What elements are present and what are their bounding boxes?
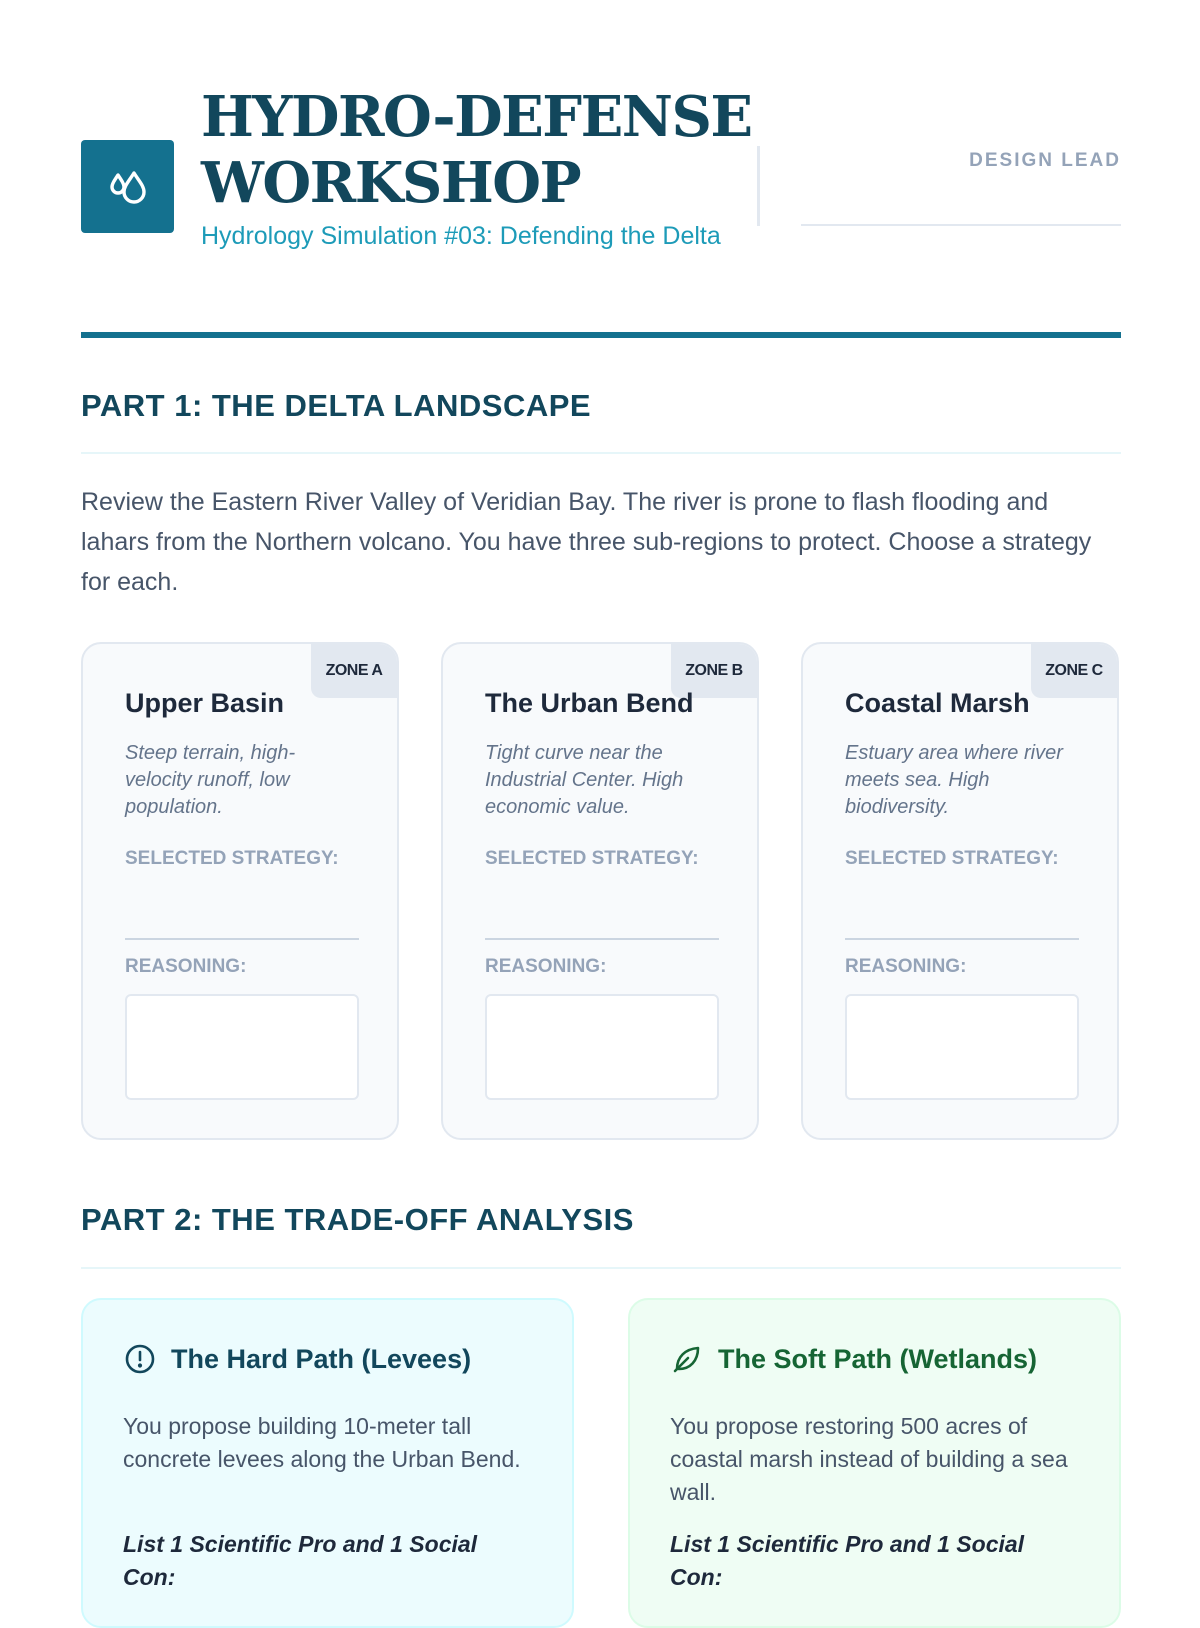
zone-description: Tight curve near the Industrial Center. High economic value. — [485, 742, 684, 818]
zone-title: The Urban Bend — [485, 688, 694, 718]
hard-path-card — [81, 1298, 574, 1628]
soft-path-header — [670, 1342, 1037, 1376]
zone-card-b — [441, 642, 759, 1140]
part1-rule — [81, 452, 1121, 454]
zone-badge: ZONE A — [311, 644, 397, 698]
page-title — [201, 84, 752, 216]
strategy-field[interactable] — [845, 938, 1079, 940]
hard-path-header — [123, 1342, 471, 1376]
zone-title: Coastal Marsh — [845, 688, 1030, 718]
part1-intro: Review the Eastern River Valley of Veridian Bay. The river is prone to flash flooding and lahars from the Northern volcano. You have three sub-regions to protect. Choose a strategy for each. — [81, 488, 1092, 596]
strategy-label: SELECTED STRATEGY: — [845, 848, 1059, 869]
strategy-field[interactable] — [125, 938, 359, 940]
part2-rule — [81, 1267, 1121, 1269]
strategy-label: SELECTED STRATEGY: — [485, 848, 699, 869]
zone-card-a — [81, 642, 399, 1140]
reasoning-label: REASONING: — [485, 956, 607, 977]
design-lead-name-field[interactable] — [801, 224, 1121, 226]
hard-path-title: The Hard Path (Levees) — [171, 1343, 472, 1374]
reasoning-box[interactable] — [125, 994, 359, 1100]
page-subtitle: Hydrology Simulation #03: Defending the Delta — [201, 222, 721, 250]
title-line-2: WORKSHOP — [201, 150, 581, 216]
zone-badge: ZONE B — [671, 644, 757, 698]
reasoning-label: REASONING: — [125, 956, 247, 977]
zone-description: Steep terrain, high-velocity runoff, low population. — [125, 742, 296, 818]
soft-path-description: You propose restoring 500 acres of coastal marsh instead of building a sea wall. — [670, 1413, 1068, 1505]
soft-path-title: The Soft Path (Wetlands) — [718, 1343, 1038, 1374]
leaf-icon — [670, 1342, 704, 1376]
part2-heading: PART 2: THE TRADE-OFF ANALYSIS — [81, 1202, 634, 1237]
soft-path-card — [628, 1298, 1121, 1628]
water-drops-icon — [81, 140, 174, 233]
title-line-1: HYDRO-DEFENSE — [201, 84, 752, 150]
zone-card-c — [801, 642, 1119, 1140]
part1-heading: PART 1: THE DELTA LANDSCAPE — [81, 388, 592, 423]
zone-badge: ZONE C — [1031, 644, 1117, 698]
alert-circle-icon — [123, 1342, 157, 1376]
reasoning-box[interactable] — [845, 994, 1079, 1100]
header-divider — [757, 146, 760, 226]
hard-path-prompt: List 1 Scientific Pro and 1 Social Con: — [123, 1531, 478, 1590]
hard-path-description: You propose building 10-meter tall concrete levees along the Urban Bend. — [123, 1413, 521, 1472]
zone-description: Estuary area where river meets sea. High biodiversity. — [845, 742, 1063, 818]
design-lead-label: DESIGN LEAD — [969, 150, 1121, 171]
header-rule — [81, 332, 1121, 338]
strategy-label: SELECTED STRATEGY: — [125, 848, 339, 869]
zone-title: Upper Basin — [125, 688, 285, 718]
soft-path-prompt: List 1 Scientific Pro and 1 Social Con: — [670, 1531, 1025, 1590]
strategy-field[interactable] — [485, 938, 719, 940]
header — [81, 80, 1121, 330]
reasoning-label: REASONING: — [845, 956, 967, 977]
reasoning-box[interactable] — [485, 994, 719, 1100]
